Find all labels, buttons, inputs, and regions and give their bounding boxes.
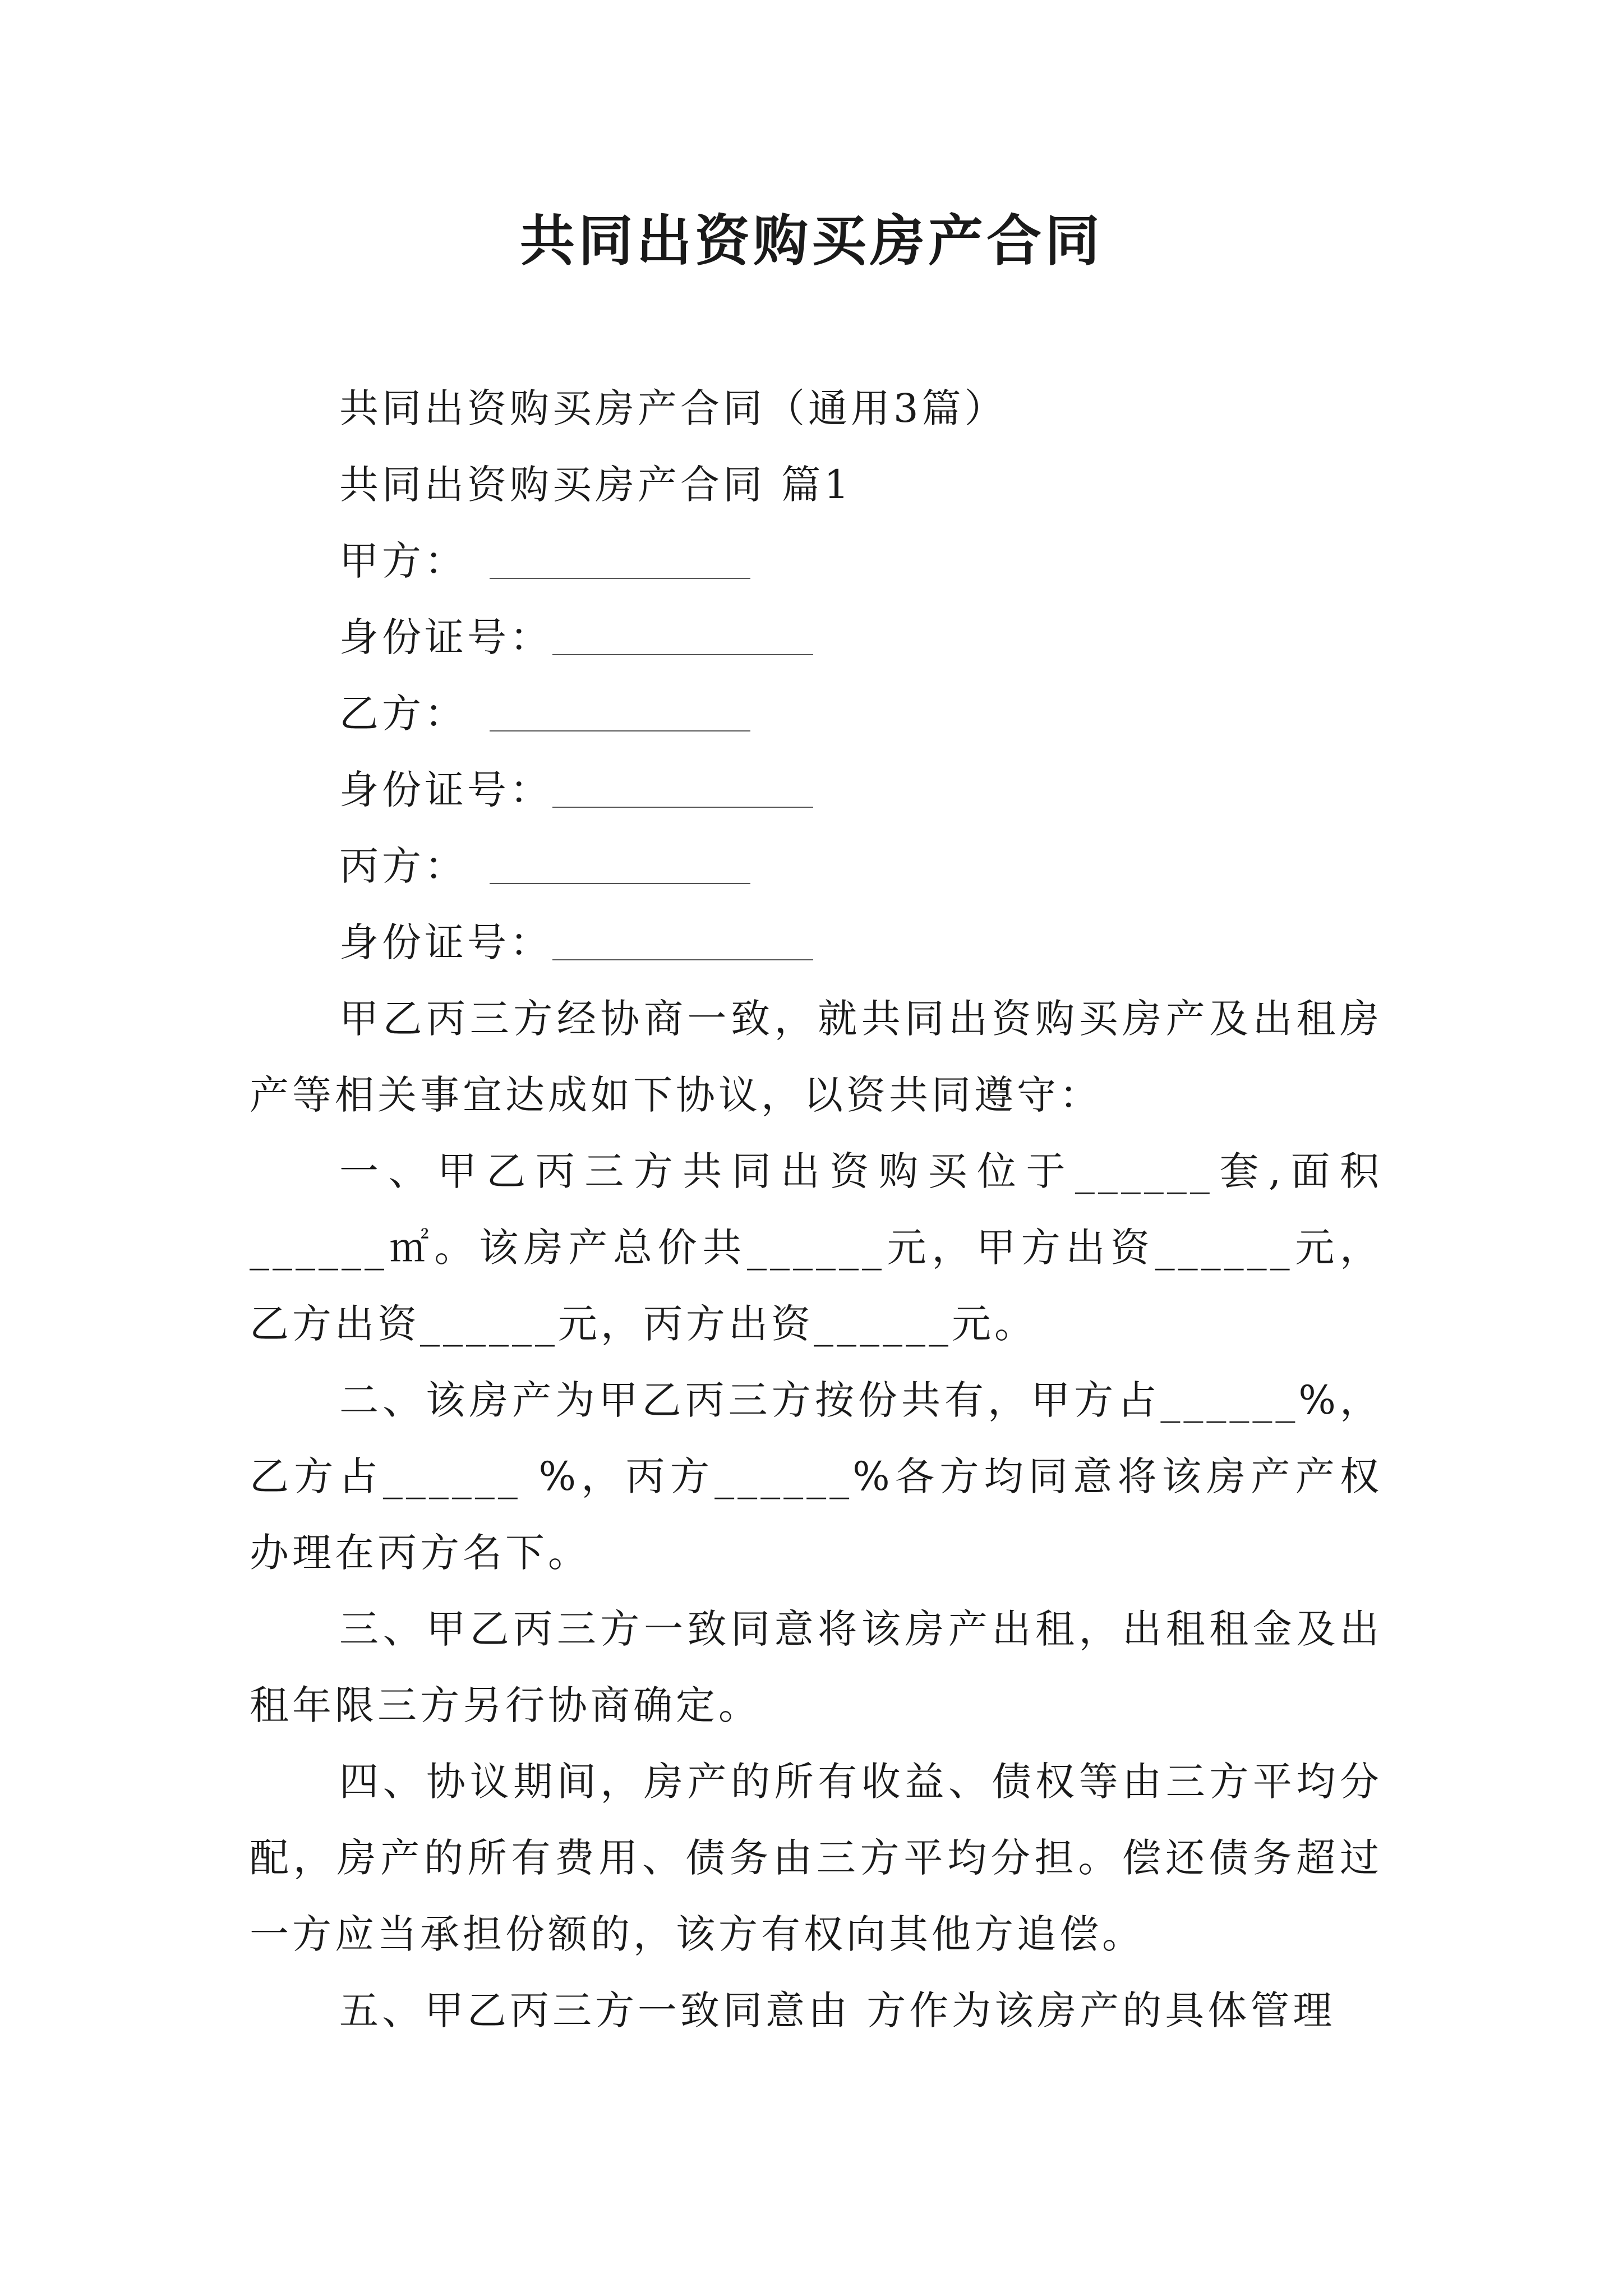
clause-5: 五、甲乙丙三方一致同意由 方作为该房产的具体管理 (339, 1987, 1336, 2033)
party-a-blank (490, 539, 750, 579)
party-a-line (250, 523, 1382, 599)
party-c-id-line (250, 904, 1382, 981)
party-c-blank (490, 844, 750, 884)
party-c-id-label: 身份证号： (339, 919, 552, 965)
document-title: 共同出资购买房产合同 (519, 209, 1103, 273)
party-b-line (250, 675, 1382, 752)
party-b-label: 乙方： (339, 691, 467, 737)
party-b-blank (490, 691, 750, 731)
party-c-id-blank (552, 920, 813, 960)
document-body (250, 370, 1382, 2049)
clause-4: 四、协议期间，房产的所有收益、债权等由三方平均分配，房产的所有费用、债务由三方平均分担。偿还债务超过一方应当承担份额的，该方有权向其他方追偿。 (250, 1759, 1382, 1957)
subtitle: 共同出资购买房产合同（通用3篇） (339, 385, 1007, 431)
clause-3: 三、甲乙丙三方一致同意将该房产出租，出租租金及出租年限三方另行协商确定。 (250, 1606, 1382, 1728)
party-b-id-label: 身份证号： (339, 767, 552, 813)
party-a-id-label: 身份证号： (339, 614, 552, 660)
party-b-id-line (250, 752, 1382, 828)
party-c-label: 丙方： (339, 843, 467, 889)
party-a-id-line (250, 599, 1382, 675)
clause-2: 二、该房产为甲乙丙三方按份共有，甲方占______%，乙方占______ %，丙方______%各方均同意将该房产产权办理在丙方名下。 (250, 1377, 1382, 1576)
party-c-line (250, 828, 1382, 904)
party-b-id-blank (552, 767, 813, 808)
clause-1: 一、甲乙丙三方共同出资购买位于______套,面积______㎡。该房产总价共______元，甲方出资______元，乙方出资______元，丙方出资______元。 (250, 1148, 1382, 1347)
section-heading: 共同出资购买房产合同 篇1 (339, 462, 852, 508)
party-a-label: 甲方： (339, 538, 467, 584)
party-a-id-blank (552, 615, 813, 655)
intro-paragraph: 甲乙丙三方经协商一致，就共同出资购买房产及出租房产等相关事宜达成如下协议，以资共同遵守： (250, 996, 1382, 1118)
